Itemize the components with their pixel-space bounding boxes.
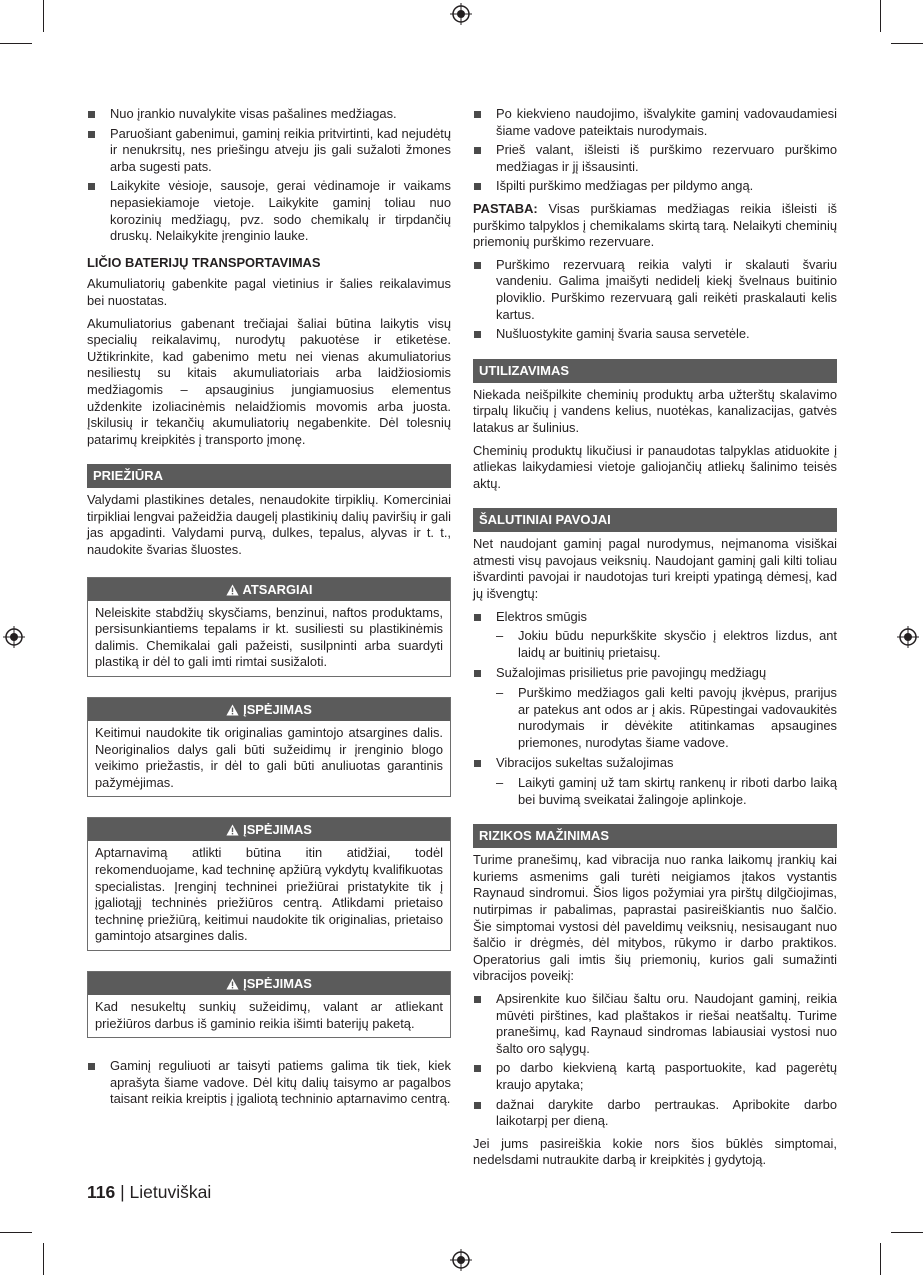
caution-box-header [88,578,450,601]
warning-title: ĮSPĖJIMAS [243,702,312,718]
warning-box [87,971,451,1038]
registration-mark-icon [450,1249,472,1271]
transport-heading: LIČIO BATERIJŲ TRANSPORTAVIMAS [87,254,321,270]
list-item: Paruošiant gabenimui, gaminį reikia pritvirtinti, kad nejudėtų ir nenukrsitų, nes priešingu atveju jis gali sužaloti žmones arba sugesti pats. [87,126,451,176]
footer-language: Lietuviškai [129,1182,212,1202]
warning-title: ĮSPĖJIMAS [243,822,312,838]
list-item: Nuo įrankio nuvalykite visas pašalines medžiagas. [87,106,451,123]
list-item: Laikykite vėsioje, sausoje, gerai vėdinamoje ir vaikams nepasiekiamoje vietoje. Laikykite gaminį toliau nuo korozinių medžiagų, pvz. sodo chemikalų ir tirpdančių druskų. Nelaikykite įrenginio lauke. [87,178,451,244]
left-column [87,106,451,1114]
final-bullet-list [87,1058,451,1108]
note-text: Visas purškiamas medžiagas reikia išleisti iš purškimo talpyklos į chemikalams skirtą tarą. Nelaikyti cheminių priemonių purškimo rezervuare. [473,200,837,250]
care-paragraph: Valydami plastikines detales, nenaudokite tirpiklių. Komerciniai tirpikliai lengvai pažeidžia daugelį plastikinių dalių paviršių ir gali jas apgadinti. Valydami purvą, dulkes, tepalus, alyvas ir t. t., naudokite švarias šluostes. [87,492,451,558]
warning-triangle-icon [226,584,239,596]
hazard-label: Sužalojimas prisilietus prie pavojingų medžiagų [496,665,767,681]
clean-bullet-list [473,106,837,195]
crop-mark [43,0,44,32]
registration-mark-icon [3,626,25,648]
warning-text: Aptarnavimą atlikti būtina itin atidžiai, todėl rekomenduojame, kad techninę apžiūrą vykdytų kvalifikuotas specialistas. Įrenginį techninei priežiūrai pristatykite tik į įgaliotąjį techninės priežiūros centrą. Atlikdami prietaiso techninę priežiūrą, keitimui naudokite tik originalias, prietaiso gamintojo atsargines dalis. [95,845,443,944]
caution-box [87,577,451,677]
warning-title: ĮSPĖJIMAS [243,975,312,991]
hazard-detail: – Laikyti gaminį už tam skirtų rankenų ir riboti darbo laiką bei buvimą sveikatai žalingoje aplinkoje. [496,775,837,808]
crop-mark [891,43,923,44]
list-item: Po kiekvieno naudojimo, išvalykite gaminį vadovaudamiesi šiame vadove pateiktais nurodymais. [473,106,837,139]
page-footer [87,1182,211,1203]
warning-text: Keitimui naudokite tik originalias gamintojo atsargines dalis. Neoriginalios dalys gali būti sužeidimų ir įrenginio blogo veikimo priežastis, ir dėl to gali būti anuliuotas garantinis pažymėjimas. [95,725,443,790]
list-item: po darbo kiekvieną kartą pasportuokite, kad pagerėtų kraujo apytaka; [473,1060,837,1093]
registration-mark-icon [897,626,919,648]
hazard-label: Elektros smūgis [496,608,587,624]
list-item: Išpilti purškimo medžiagas per pildymo angą. [473,178,837,195]
list-item [473,609,837,662]
page-number: 116 [87,1182,116,1202]
list-item: Apsirenkite kuo šilčiau šaltu oru. Naudojant gaminį, reikia mūvėti pirštines, kad plaštakos ir riešai neatšaltų. Turime pranešimų, kad Raynaud sindromas labiausiai vystosi nuo šalto oro sąlygų. [473,991,837,1057]
list-item: Gaminį reguliuoti ar taisyti patiems galima tik tiek, kiek aprašyta šiame vadove. Dėl kitų dalių taisymo ar pagalbos taisant reikia kreiptis į įgaliotą techninio aptarnavimo centrą. [87,1058,451,1108]
disposal-paragraph: Niekada neišpilkite cheminių produktų arba užterštų skalavimo tirpalų likučių į vandens kelius, nuotėkas, kanalizacijas, gatvės latakus ar šulinius. [473,386,837,435]
transport-paragraph: Akumuliatorių gabenkite pagal vietinius ir šalies reikalavimus bei nuostatas. [87,276,451,308]
hazard-detail: – Jokiu būdu nepurkškite skysčio į elektros lizdus, ant laidų ar buitinių prietaisų. [496,628,837,661]
crop-mark [880,0,881,32]
side-effects-paragraph: Net naudojant gaminį pagal nurodymus, neįmanoma visiškai atmesti visų pavojaus veiksnių. Naudojant gaminį gali kilti toliau išvardinti pavojai ir naudotojas turi kreipti ypatingą dėmesį, kad jų išvengtų: [473,536,837,602]
warning-box-header [88,818,450,841]
crop-mark [891,1232,923,1233]
list-item [473,665,837,751]
warning-triangle-icon [226,978,239,990]
list-item: Nušluostykite gaminį švaria sausa servetėle. [473,326,837,343]
warning-box-header [88,972,450,995]
note-label: PASTABA: [473,200,538,216]
intro-bullet-list [87,106,451,245]
risk-section-heading: RIZIKOS MAŽINIMAS [473,824,837,848]
list-item: dažnai darykite darbo pertraukas. Apribokite darbo laikotarpį per dieną. [473,1097,837,1130]
warning-box [87,697,451,797]
list-item: Purškimo rezervuarą reikia valyti ir skalauti švariu vandeniu. Galima įmaišyti nedidelį kiekį švelnaus buitinio ploviklio. Purškimo rezervuarą gali reikėti praskalauti kelis kartus. [473,257,837,323]
side-effects-section-heading: ŠALUTINIAI PAVOJAI [473,508,837,532]
warning-text: Kad nesukeltų sunkių sužeidimų, valant ar atliekant priežiūros darbus iš gaminio reikia išimti baterijų paketą. [95,998,443,1031]
warning-box-header [88,698,450,721]
hazard-detail: – Purškimo medžiagos gali kelti pavojų įkvėpus, prarijus ar patekus ant odos ar į akis. Rūpestingai vadovaukitės nurodymais ir dėvėkite atitinkamas apsaugines priemones, nurodytas šiame vadove. [496,685,837,751]
warning-triangle-icon [226,824,239,836]
disposal-section-heading: UTILIZAVIMAS [473,359,837,383]
hazard-label: Vibracijos sukeltas sužalojimas [496,755,674,771]
note-paragraph [473,201,837,251]
registration-mark-icon [450,3,472,25]
transport-paragraph: Akumuliatorius gabenant trečiajai šaliai būtina laikytis visų specialių reikalavimų, nurodytų pakuotėse ir etiketėse. Užtikrinkite, kad gabenimo metu nei vienas akumuliatorius nesiliestų su kitais akumuliatoriais arba laidžiosiomis medžiagomis – apsauginius jungiamuosius elementus uždenkite izoliacinėmis nelaidžiomis movomis arba juosta. Įskilusių ir tekančių akumuliatorių negabenkite. Dėl tolesnių patarimų kreipkitės į transporto įmonę. [87,315,451,447]
caution-title: ATSARGIAI [242,581,313,597]
disposal-paragraph: Cheminių produktų likučiusi ir panaudotas talpyklas atiduokite į atliekas laikydamiesi vietoje galiojančių atliekų šalinimo teisės aktų. [473,442,837,491]
crop-mark [880,1243,881,1275]
warning-triangle-icon [226,704,239,716]
care-section-heading: PRIEŽIŪRA [87,464,451,488]
risk-final-paragraph: Jei jums pasireiškia kokie nors šios būklės simptomai, nedelsdami nutraukite darbą ir kreipkitės į gydytoją. [473,1135,837,1168]
list-item [473,755,837,808]
list-item: Prieš valant, išleisti iš purškimo rezervuaro purškimo medžiagas ir jį išsausinti. [473,142,837,175]
crop-mark [0,43,32,44]
note-bullet-list [473,257,837,343]
risk-bullet-list [473,991,837,1130]
caution-text: Neleiskite stabdžių skysčiams, benzinui, naftos produktams, persisunkiantiems tepalams ir kt. susiliesti su plastikinėmis dalimis. Chemikalai gali pažeisti, susilpninti arba suardyti plastiką ir dėl to gali imti rimtai susižaloti. [95,604,443,670]
crop-mark [43,1243,44,1275]
footer-separator: | [120,1182,125,1202]
right-column [473,106,837,1175]
hazard-list [473,609,837,809]
crop-mark [0,1232,32,1233]
warning-box [87,817,451,951]
risk-paragraph: Turime pranešimų, kad vibracija nuo ranka laikomų įrankių kai kuriems asmenims gali turėti neigiamos įtakos vystantis Raynaud sindromui. Šios ligos požymiai yra pirštų dilgčiojimas, nutirpimas ir pabalimas, paprastai pasireiškiantis nuo šalčio. Šie simptomai vystosi dėl paveldimų veiksnių, nesisaugant nuo šalčio ir drėgmės, dėl mitybos, rūkymo ir darbo praktikos. Operatorius gali imtis šių priemonių, kurios gali sumažinti vibracijos poveikį: [473,852,837,984]
